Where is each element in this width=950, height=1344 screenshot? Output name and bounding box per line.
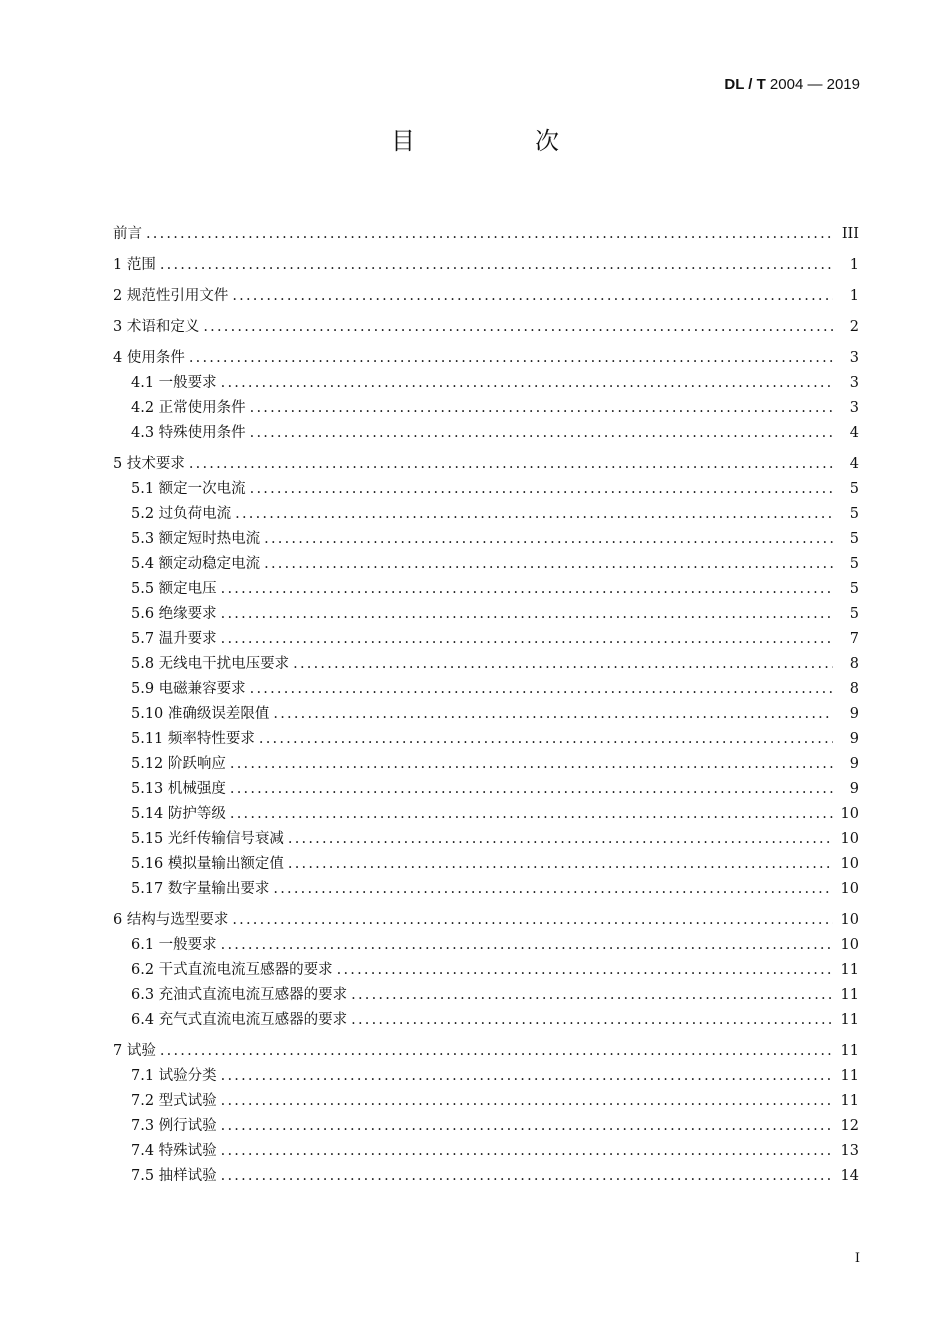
toc-entry[interactable] xyxy=(113,346,859,371)
toc-entry[interactable] xyxy=(113,1164,859,1189)
toc-entry[interactable] xyxy=(113,1089,859,1114)
toc-entry-label: 5.6 绝缘要求 xyxy=(131,606,217,622)
toc-leader-dots xyxy=(264,552,833,577)
toc-entry[interactable] xyxy=(113,677,859,702)
toc-entry-page: 10 xyxy=(840,881,859,897)
toc-entry-page: 3 xyxy=(849,375,859,391)
toc-leader-dots xyxy=(221,577,833,602)
toc-leader-dots xyxy=(221,602,833,627)
toc-leader-dots xyxy=(288,852,833,877)
toc-leader-dots xyxy=(160,1039,833,1064)
toc-entry-label: 5.15 光纤传输信号衰减 xyxy=(131,831,284,847)
toc-entry-label: 5.3 额定短时热电流 xyxy=(131,531,261,547)
toc-entry-page: 11 xyxy=(840,1043,859,1059)
toc-entry-page: 5 xyxy=(849,606,859,622)
toc-entry-label: 6.2 干式直流电流互感器的要求 xyxy=(131,962,333,978)
toc-entry[interactable] xyxy=(113,1008,859,1033)
toc-entry-label: 2 规范性引用文件 xyxy=(113,288,229,304)
toc-entry-page: 10 xyxy=(840,912,859,928)
toc-entry-label: 6 结构与选型要求 xyxy=(113,912,229,928)
toc-entry[interactable] xyxy=(113,396,859,421)
toc-entry-page: 8 xyxy=(849,681,859,697)
toc-entry-label: 7 试验 xyxy=(113,1043,156,1059)
toc-entry-page: 10 xyxy=(840,937,859,953)
toc-entry-label: 5.4 额定动稳定电流 xyxy=(131,556,261,572)
toc-leader-dots xyxy=(250,421,833,446)
toc-leader-dots xyxy=(221,1064,833,1089)
toc-entry-page: 11 xyxy=(840,962,859,978)
toc-entry[interactable] xyxy=(113,577,859,602)
toc-entry-page: 10 xyxy=(840,831,859,847)
toc-entry-label: 4.2 正常使用条件 xyxy=(131,400,246,416)
toc-entry-page: 2 xyxy=(849,319,859,335)
toc-entry[interactable] xyxy=(113,421,859,446)
toc-leader-dots xyxy=(146,222,833,247)
toc-leader-dots xyxy=(230,777,833,802)
toc-leader-dots xyxy=(221,933,833,958)
toc-leader-dots xyxy=(221,627,833,652)
toc-entry[interactable] xyxy=(113,702,859,727)
toc-leader-dots xyxy=(250,396,833,421)
toc-leader-dots xyxy=(230,752,833,777)
toc-entry-page: 10 xyxy=(840,856,859,872)
toc-leader-dots xyxy=(189,452,833,477)
toc-entry[interactable] xyxy=(113,253,859,278)
toc-entry-label: 7.1 试验分类 xyxy=(131,1068,217,1084)
toc-leader-dots xyxy=(221,1114,833,1139)
toc-entry-label: 3 术语和定义 xyxy=(113,319,200,335)
toc-leader-dots xyxy=(221,1089,833,1114)
toc-entry[interactable] xyxy=(113,1039,859,1064)
toc-leader-dots xyxy=(189,346,833,371)
toc-leader-dots xyxy=(235,502,833,527)
toc-entry[interactable] xyxy=(113,752,859,777)
toc-leader-dots xyxy=(221,371,833,396)
toc-entry[interactable] xyxy=(113,502,859,527)
toc-entry-page: 3 xyxy=(849,350,859,366)
toc-entry-label: 5.8 无线电干扰电压要求 xyxy=(131,656,290,672)
toc-entry-page: 5 xyxy=(849,481,859,497)
toc-entry-label: 5.13 机械强度 xyxy=(131,781,226,797)
toc-entry-label: 5.12 阶跃响应 xyxy=(131,756,226,772)
toc-entry-page: 1 xyxy=(849,288,859,304)
toc-entry[interactable] xyxy=(113,602,859,627)
toc-entry-label: 5 技术要求 xyxy=(113,456,185,472)
toc-entry[interactable] xyxy=(113,958,859,983)
toc-leader-dots xyxy=(232,908,833,933)
standard-code xyxy=(724,76,860,93)
toc-entry-label: 7.3 例行试验 xyxy=(131,1118,217,1134)
toc-entry-page: 11 xyxy=(840,1068,859,1084)
toc-leader-dots xyxy=(160,253,833,278)
toc-entry-label: 5.7 温升要求 xyxy=(131,631,217,647)
toc-entry-page: 5 xyxy=(849,531,859,547)
toc-entry-label: 7.5 抽样试验 xyxy=(131,1168,217,1184)
toc-entry[interactable] xyxy=(113,284,859,309)
toc-entry-label: 5.16 模拟量输出额定值 xyxy=(131,856,284,872)
toc-entry-page: 11 xyxy=(840,987,859,1003)
toc-entry-page: 4 xyxy=(849,456,859,472)
toc-entry-page: 8 xyxy=(849,656,859,672)
toc-entry[interactable] xyxy=(113,827,859,852)
toc-leader-dots xyxy=(230,802,833,827)
toc-entry[interactable] xyxy=(113,802,859,827)
toc-entry[interactable] xyxy=(113,908,859,933)
toc-entry-label: 6.1 一般要求 xyxy=(131,937,217,953)
toc-entry-page: 4 xyxy=(849,425,859,441)
toc-leader-dots xyxy=(232,284,833,309)
toc-entry-page: 9 xyxy=(849,756,859,772)
toc-entry-label: 5.5 额定电压 xyxy=(131,581,217,597)
toc-entry-page: 5 xyxy=(849,506,859,522)
toc-leader-dots xyxy=(351,983,833,1008)
toc-entry[interactable] xyxy=(113,877,859,902)
toc-entry-label: 5.14 防护等级 xyxy=(131,806,226,822)
table-of-contents xyxy=(113,222,859,1189)
toc-entry-page: 12 xyxy=(840,1118,859,1134)
toc-entry[interactable] xyxy=(113,852,859,877)
page-number: I xyxy=(854,1251,860,1266)
toc-entry-label: 前言 xyxy=(113,226,142,242)
toc-entry-label: 5.9 电磁兼容要求 xyxy=(131,681,246,697)
toc-entry[interactable] xyxy=(113,1114,859,1139)
toc-leader-dots xyxy=(288,827,833,852)
toc-entry-page: 5 xyxy=(849,581,859,597)
standard-prefix: DL / T xyxy=(724,76,766,93)
toc-entry-page: III xyxy=(841,226,859,242)
toc-entry-label: 5.1 额定一次电流 xyxy=(131,481,246,497)
toc-entry-label: 7.4 特殊试验 xyxy=(131,1143,217,1159)
toc-entry[interactable] xyxy=(113,727,859,752)
toc-entry-page: 10 xyxy=(840,806,859,822)
toc-leader-dots xyxy=(273,702,833,727)
toc-entry-label: 5.10 准确级误差限值 xyxy=(131,706,270,722)
toc-leader-dots xyxy=(351,1008,833,1033)
toc-leader-dots xyxy=(273,877,833,902)
toc-leader-dots xyxy=(264,527,833,552)
toc-entry-label: 4.1 一般要求 xyxy=(131,375,217,391)
toc-entry-label: 4.3 特殊使用条件 xyxy=(131,425,246,441)
standard-number: 2004 — 2019 xyxy=(769,76,860,93)
toc-leader-dots xyxy=(259,727,833,752)
toc-entry[interactable] xyxy=(113,452,859,477)
toc-entry[interactable] xyxy=(113,1139,859,1164)
toc-entry-label: 5.17 数字量输出要求 xyxy=(131,881,270,897)
toc-entry-page: 7 xyxy=(849,631,859,647)
toc-entry-page: 9 xyxy=(849,731,859,747)
toc-entry-label: 5.11 频率特性要求 xyxy=(131,731,255,747)
toc-entry-page: 11 xyxy=(840,1012,859,1028)
toc-entry-page: 3 xyxy=(849,400,859,416)
toc-entry[interactable] xyxy=(113,371,859,396)
page-title: 目 次 xyxy=(391,127,607,155)
toc-entry[interactable] xyxy=(113,983,859,1008)
toc-entry[interactable] xyxy=(113,527,859,552)
toc-entry[interactable] xyxy=(113,222,859,247)
toc-entry[interactable] xyxy=(113,652,859,677)
toc-entry-page: 9 xyxy=(849,706,859,722)
toc-entry[interactable] xyxy=(113,777,859,802)
toc-entry-page: 5 xyxy=(849,556,859,572)
toc-entry-page: 1 xyxy=(849,257,859,273)
toc-entry[interactable] xyxy=(113,1064,859,1089)
toc-entry-label: 1 范围 xyxy=(113,257,156,273)
toc-leader-dots xyxy=(337,958,833,983)
toc-entry[interactable] xyxy=(113,552,859,577)
toc-entry[interactable] xyxy=(113,315,859,340)
toc-entry-label: 7.2 型式试验 xyxy=(131,1093,217,1109)
toc-leader-dots xyxy=(203,315,833,340)
toc-entry-page: 11 xyxy=(840,1093,859,1109)
toc-leader-dots xyxy=(221,1139,833,1164)
toc-entry-label: 5.2 过负荷电流 xyxy=(131,506,232,522)
toc-entry-page: 13 xyxy=(840,1143,859,1159)
toc-leader-dots xyxy=(250,477,833,502)
toc-entry-page: 14 xyxy=(840,1168,859,1184)
toc-leader-dots xyxy=(221,1164,833,1189)
toc-entry-label: 4 使用条件 xyxy=(113,350,185,366)
toc-entry-label: 6.4 充气式直流电流互感器的要求 xyxy=(131,1012,348,1028)
toc-entry-page: 9 xyxy=(849,781,859,797)
toc-entry[interactable] xyxy=(113,477,859,502)
toc-entry[interactable] xyxy=(113,627,859,652)
toc-entry-label: 6.3 充油式直流电流互感器的要求 xyxy=(131,987,348,1003)
toc-entry[interactable] xyxy=(113,933,859,958)
toc-leader-dots xyxy=(250,677,833,702)
toc-leader-dots xyxy=(293,652,833,677)
